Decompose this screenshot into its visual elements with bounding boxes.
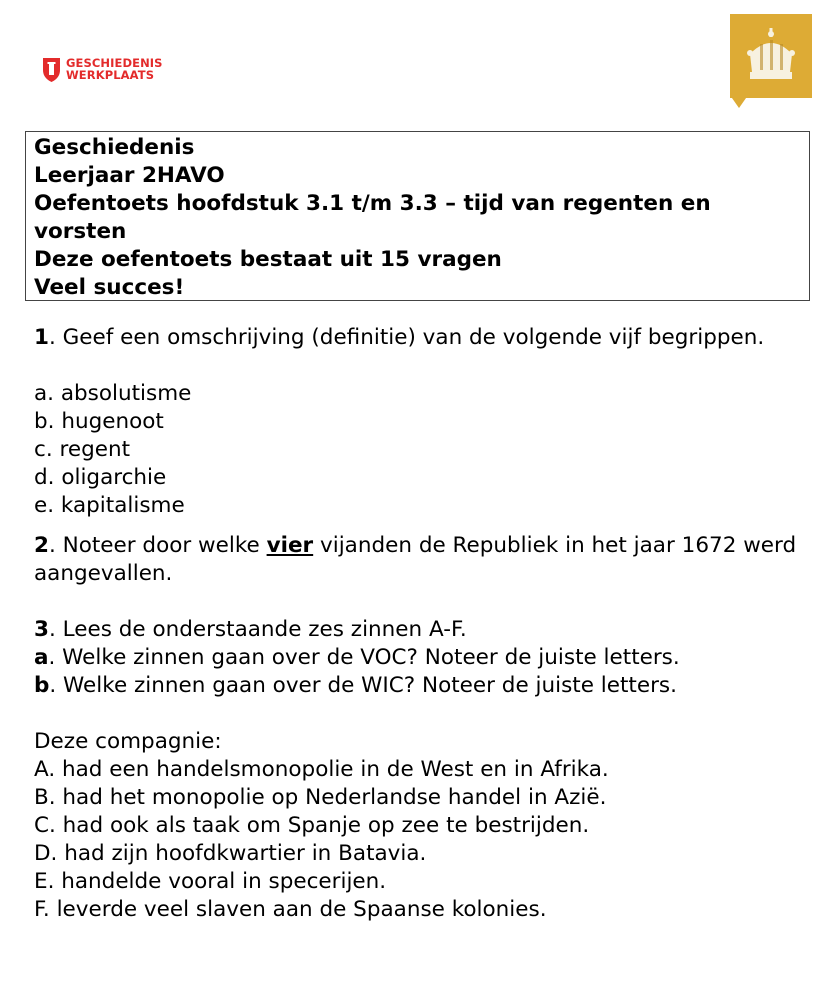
- subject: Geschiedenis: [34, 135, 195, 160]
- list-item: c. regent: [34, 437, 131, 462]
- list-item: a. absolutisme: [34, 381, 192, 406]
- sentence-item: D. had zijn hoofdkwartier in Batavia.: [34, 841, 427, 866]
- geschiedenis-werkplaats-logo: [41, 55, 163, 83]
- question-3a: [34, 644, 814, 672]
- test-title: Oefentoets hoofdstuk 3.1 t/m 3.3 – tijd van regenten en vorsten: [34, 191, 711, 244]
- sentences-intro: Deze compagnie:: [34, 729, 222, 754]
- sentence-item: B. had het monopolie op Nederlandse handel in Azië.: [34, 785, 607, 810]
- sentence-item: C. had ook als taak om Spanje op zee te bestrijden.: [34, 813, 590, 838]
- question-count: Deze oefentoets bestaat uit 15 vragen: [34, 247, 502, 272]
- question-number: 3: [34, 617, 49, 642]
- question-3b: [34, 672, 814, 700]
- logo-line-1: GESCHIEDENIS: [66, 56, 163, 70]
- question-3: [34, 616, 814, 644]
- questions: [34, 324, 814, 924]
- question-number: 2: [34, 533, 49, 558]
- subquestion-text: . Welke zinnen gaan over de WIC? Noteer de juiste letters.: [49, 673, 677, 698]
- list-item: e. kapitalisme: [34, 493, 185, 518]
- subquestion-label: a: [34, 645, 49, 670]
- subquestion-label: b: [34, 673, 50, 698]
- question-1: [34, 324, 814, 352]
- school-year: Leerjaar 2HAVO: [34, 163, 225, 188]
- question-text-rest: vijanden de Republiek in het jaar 1672 werd aangevallen.: [34, 533, 797, 586]
- question-number: 1: [34, 325, 49, 350]
- subquestion-text: . Welke zinnen gaan over de VOC? Noteer de juiste letters.: [48, 645, 680, 670]
- sentence-item: E. handelde vooral in specerijen.: [34, 869, 387, 894]
- question-text: . Noteer door welke: [48, 533, 267, 558]
- good-luck: Veel succes!: [34, 275, 185, 300]
- sentence-item: F. leverde veel slaven aan de Spaanse kolonies.: [34, 897, 547, 922]
- test-header-box: [25, 131, 810, 301]
- shield-logo-icon: [41, 55, 62, 83]
- logo-line-2: WERKPLAATS: [66, 68, 155, 82]
- question-text: . Geef een omschrijving (definitie) van de volgende vijf begrippen.: [48, 325, 765, 350]
- sentence-item: A. had een handelsmonopolie in de West en in Afrika.: [34, 757, 609, 782]
- list-item: d. oligarchie: [34, 465, 167, 490]
- logo-text: [66, 57, 163, 81]
- crown-icon: [730, 14, 812, 110]
- question-text: . Lees de onderstaande zes zinnen A-F.: [48, 617, 467, 642]
- emphasis-text: vier: [266, 533, 314, 558]
- question-2: [34, 532, 814, 588]
- list-item: b. hugenoot: [34, 409, 164, 434]
